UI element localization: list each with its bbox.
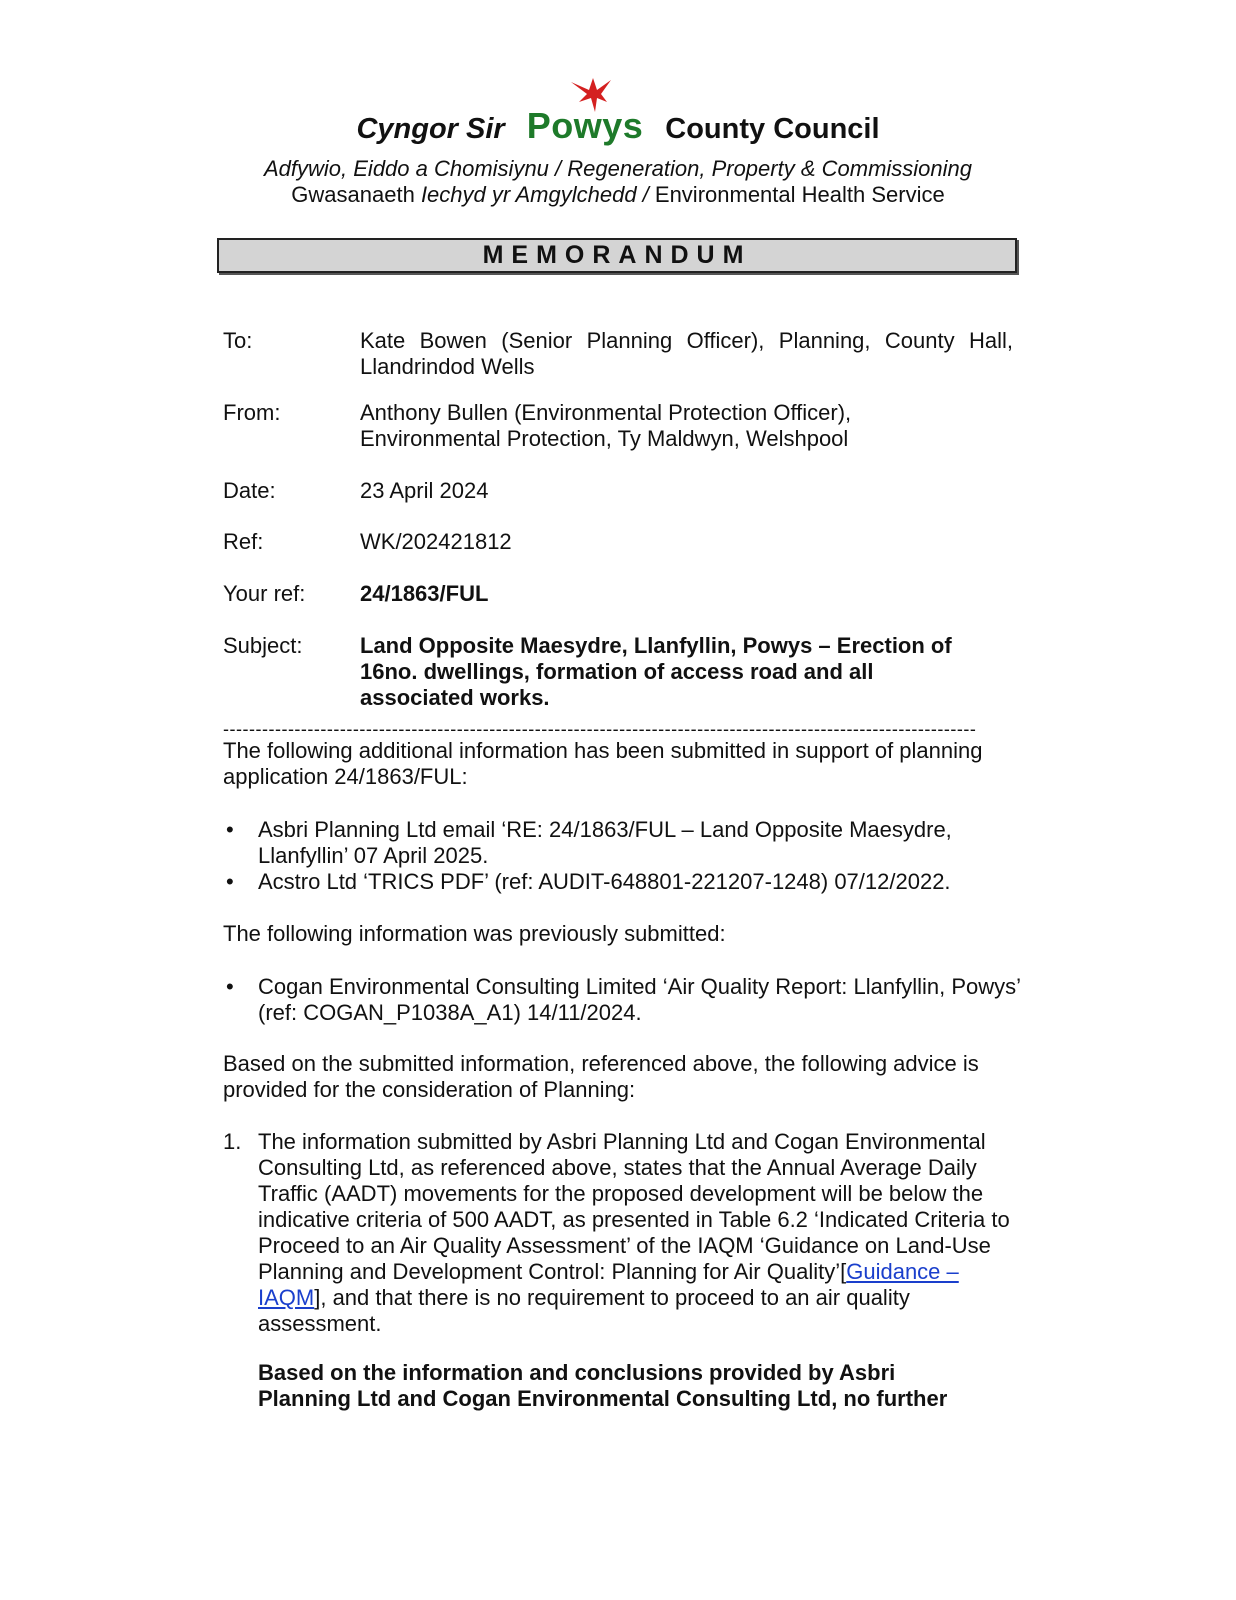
from-line-2: Environmental Protection, Ty Maldwyn, Welshpool (360, 426, 849, 451)
your-ref-label: Your ref: (223, 581, 306, 606)
to-label: To: (223, 328, 253, 353)
iaqm-guidance-link[interactable]: Guidance – IAQM (258, 1259, 959, 1310)
service-line (0, 182, 1236, 208)
conclusion-paragraph: Based on the information and conclusions provided by Asbri Planning Ltd and Cogan Environmental Consulting Ltd, no further (258, 1360, 948, 1411)
point-text-before: The information submitted by Asbri Planning Ltd and Cogan Environmental Consulting Ltd, as referenced above, states that the Annual Average Daily Traffic (AADT) movements for the proposed development will be below the indicative criteria of 500 AADT, as presented in Table 6.2 ‘Indicated Criteria to Proceed to an Air Quality Assessment’ of the IAQM ‘Guidance on Land-Use Planning and Development Control: Planning for Air Quality’[ (258, 1129, 1010, 1284)
logo-wordmark: Powys (526, 105, 644, 146)
bullet-icon: • (226, 974, 234, 999)
list-item (223, 817, 1023, 869)
powys-logo (526, 105, 644, 146)
subject-label: Subject: (223, 633, 303, 658)
additional-info-list (223, 817, 1023, 895)
department-line: Adfywio, Eiddo a Chomisiynu / Regeneration, Property & Commissioning (264, 156, 972, 181)
previous-info-list (223, 974, 1023, 1026)
bullet-icon: • (226, 817, 234, 842)
from-line-1: Anthony Bullen (Environmental Protection Officer), (360, 400, 852, 425)
list-item-text: Asbri Planning Ltd email ‘RE: 24/1863/FUL – Land Opposite Maesydre, Llanfyllin’ 07 April 2025. (258, 817, 952, 868)
ref-value: WK/202421812 (360, 529, 512, 554)
previous-intro: The following information was previously submitted: (223, 921, 726, 946)
from-value (360, 400, 1013, 452)
bullet-icon: • (226, 869, 234, 894)
ref-label: Ref: (223, 529, 264, 554)
list-item-text: Cogan Environmental Consulting Limited ‘Air Quality Report: Llanfyllin, Powys’ (ref: COGAN_P1038A_A1) 14/11/2024. (258, 974, 1021, 1025)
list-item-text: Acstro Ltd ‘TRICS PDF’ (ref: AUDIT-648801-221207-1248) 07/12/2022. (258, 869, 951, 894)
from-label: From: (223, 400, 281, 425)
memorandum-title: MEMORANDUM (217, 238, 1017, 273)
service-english: Environmental Health Service (648, 182, 945, 207)
point-text (258, 1129, 1023, 1337)
point-text-after: ], and that there is no requirement to proceed to an air quality assessment. (258, 1285, 910, 1336)
council-name-english: County Council (665, 113, 880, 145)
red-kite-icon (567, 72, 623, 114)
service-prefix: Gwasanaeth (291, 182, 421, 207)
separator-line: -------------------------------------------------------------------------------------------------------------------- (223, 722, 977, 736)
date-value: 23 April 2024 (360, 478, 489, 503)
subject-value: Land Opposite Maesydre, Llanfyllin, Powys – Erection of 16no. dwellings, formation of access road and all associated works. (360, 633, 952, 710)
point-number: 1. (223, 1129, 242, 1154)
date-label: Date: (223, 478, 276, 503)
to-value: Kate Bowen (Senior Planning Officer), Planning, County Hall, Llandrindod Wells (360, 328, 1013, 379)
council-name-welsh: Cyngor Sir (356, 113, 505, 145)
list-item (223, 974, 1023, 1026)
service-welsh: Iechyd yr Amgylchedd / (420, 182, 649, 207)
council-name-line (0, 105, 1236, 146)
intro-paragraph: The following additional information has been submitted in support of planning application 24/1863/FUL: (223, 738, 983, 789)
list-item (223, 869, 1023, 895)
your-ref-value: 24/1863/FUL (360, 581, 489, 606)
advice-intro: Based on the submitted information, referenced above, the following advice is provided for the consideration of Planning: (223, 1051, 979, 1102)
